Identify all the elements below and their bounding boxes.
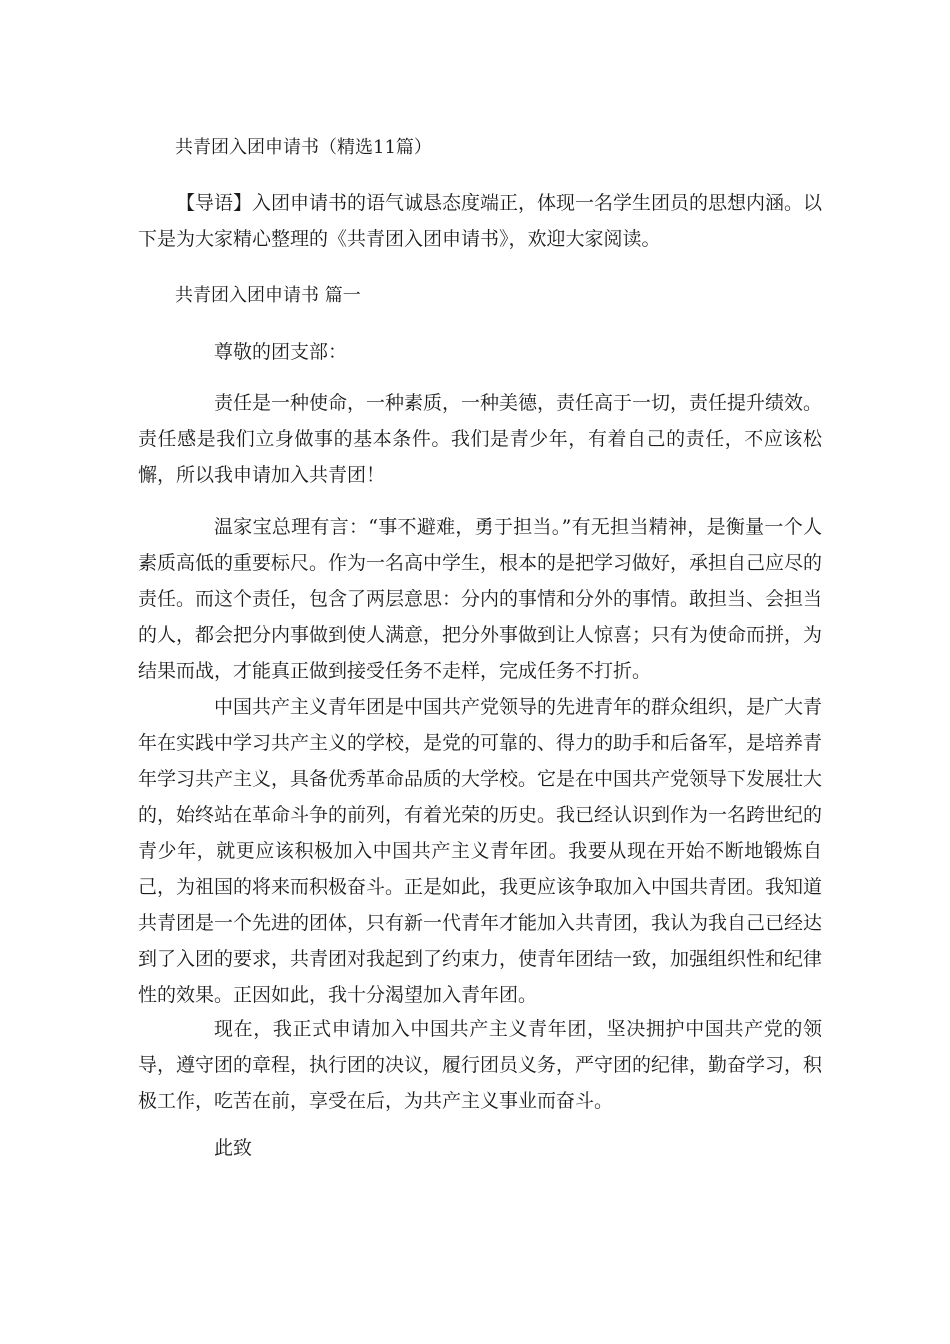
intro-paragraph: 【导语】入团申请书的语气诚恳态度端正，体现一名学生团员的思想内涵。以下是为大家精心整理的《共青团入团申请书》，欢迎大家阅读。: [138, 192, 823, 250]
body-paragraph: 中国共产主义青年团是中国共产党领导的先进青年的群众组织，是广大青年在实践中学习共产主义的学校，是党的可靠的、得力的助手和后备军，是培养青年学习共产主义，具备优秀革命品质的大学校。它是在中国共产党领导下发展壮大的，始终站在革命斗争的前列，有着光荣的历史。我已经认识到作为一名跨世纪的青少年，就更应该积极加入中国共产主义青年团。我要从现在开始不断地锻炼自己，为祖国的将来而积极奋斗。正是如此，我更应该争取加入中国共青团。我知道共青团是一个先进的团体，只有新一代青年才能加入共青团，我认为我自己已经达到了入团的要求，共青团对我起到了约束力，使青年团结一致，加强组织性和纪律性的效果。正因如此，我十分渴望加入青年团。: [138, 696, 823, 1006]
body-paragraph: 温家宝总理有言：“事不避难，勇于担当。”有无担当精神，是衡量一个人素质高低的重要标尺。作为一名高中学生，根本的是把学习做好，承担自己应尽的责任。而这个责任，包含了两层意思：分内的事情和分外的事情。敢担当、会担当的人，都会把分内事做到使人满意，把分外事做到让人惊喜；只有为使命而拼，为结果而战，才能真正做到接受任务不走样，完成任务不打折。: [138, 516, 823, 682]
document-title: 共青团入团申请书（精选11篇）: [175, 137, 432, 158]
closing: 此致: [214, 1137, 253, 1159]
section-heading: 共青团入团申请书 篇一: [175, 285, 361, 306]
body-paragraph: 责任是一种使命，一种素质，一种美德，责任高于一切，责任提升绩效。责任感是我们立身做事的基本条件。我们是青少年，有着自己的责任，不应该松懈，所以我申请加入共青团！: [138, 392, 823, 486]
salutation: 尊敬的团支部：: [214, 341, 348, 363]
body-paragraph: 现在，我正式申请加入中国共产主义青年团，坚决拥护中国共产党的领导，遵守团的章程，执行团的决议，履行团员义务，严守团的纪律，勤奋学习，积极工作，吃苦在前，享受在后，为共产主义事业而奋斗。: [138, 1018, 823, 1112]
